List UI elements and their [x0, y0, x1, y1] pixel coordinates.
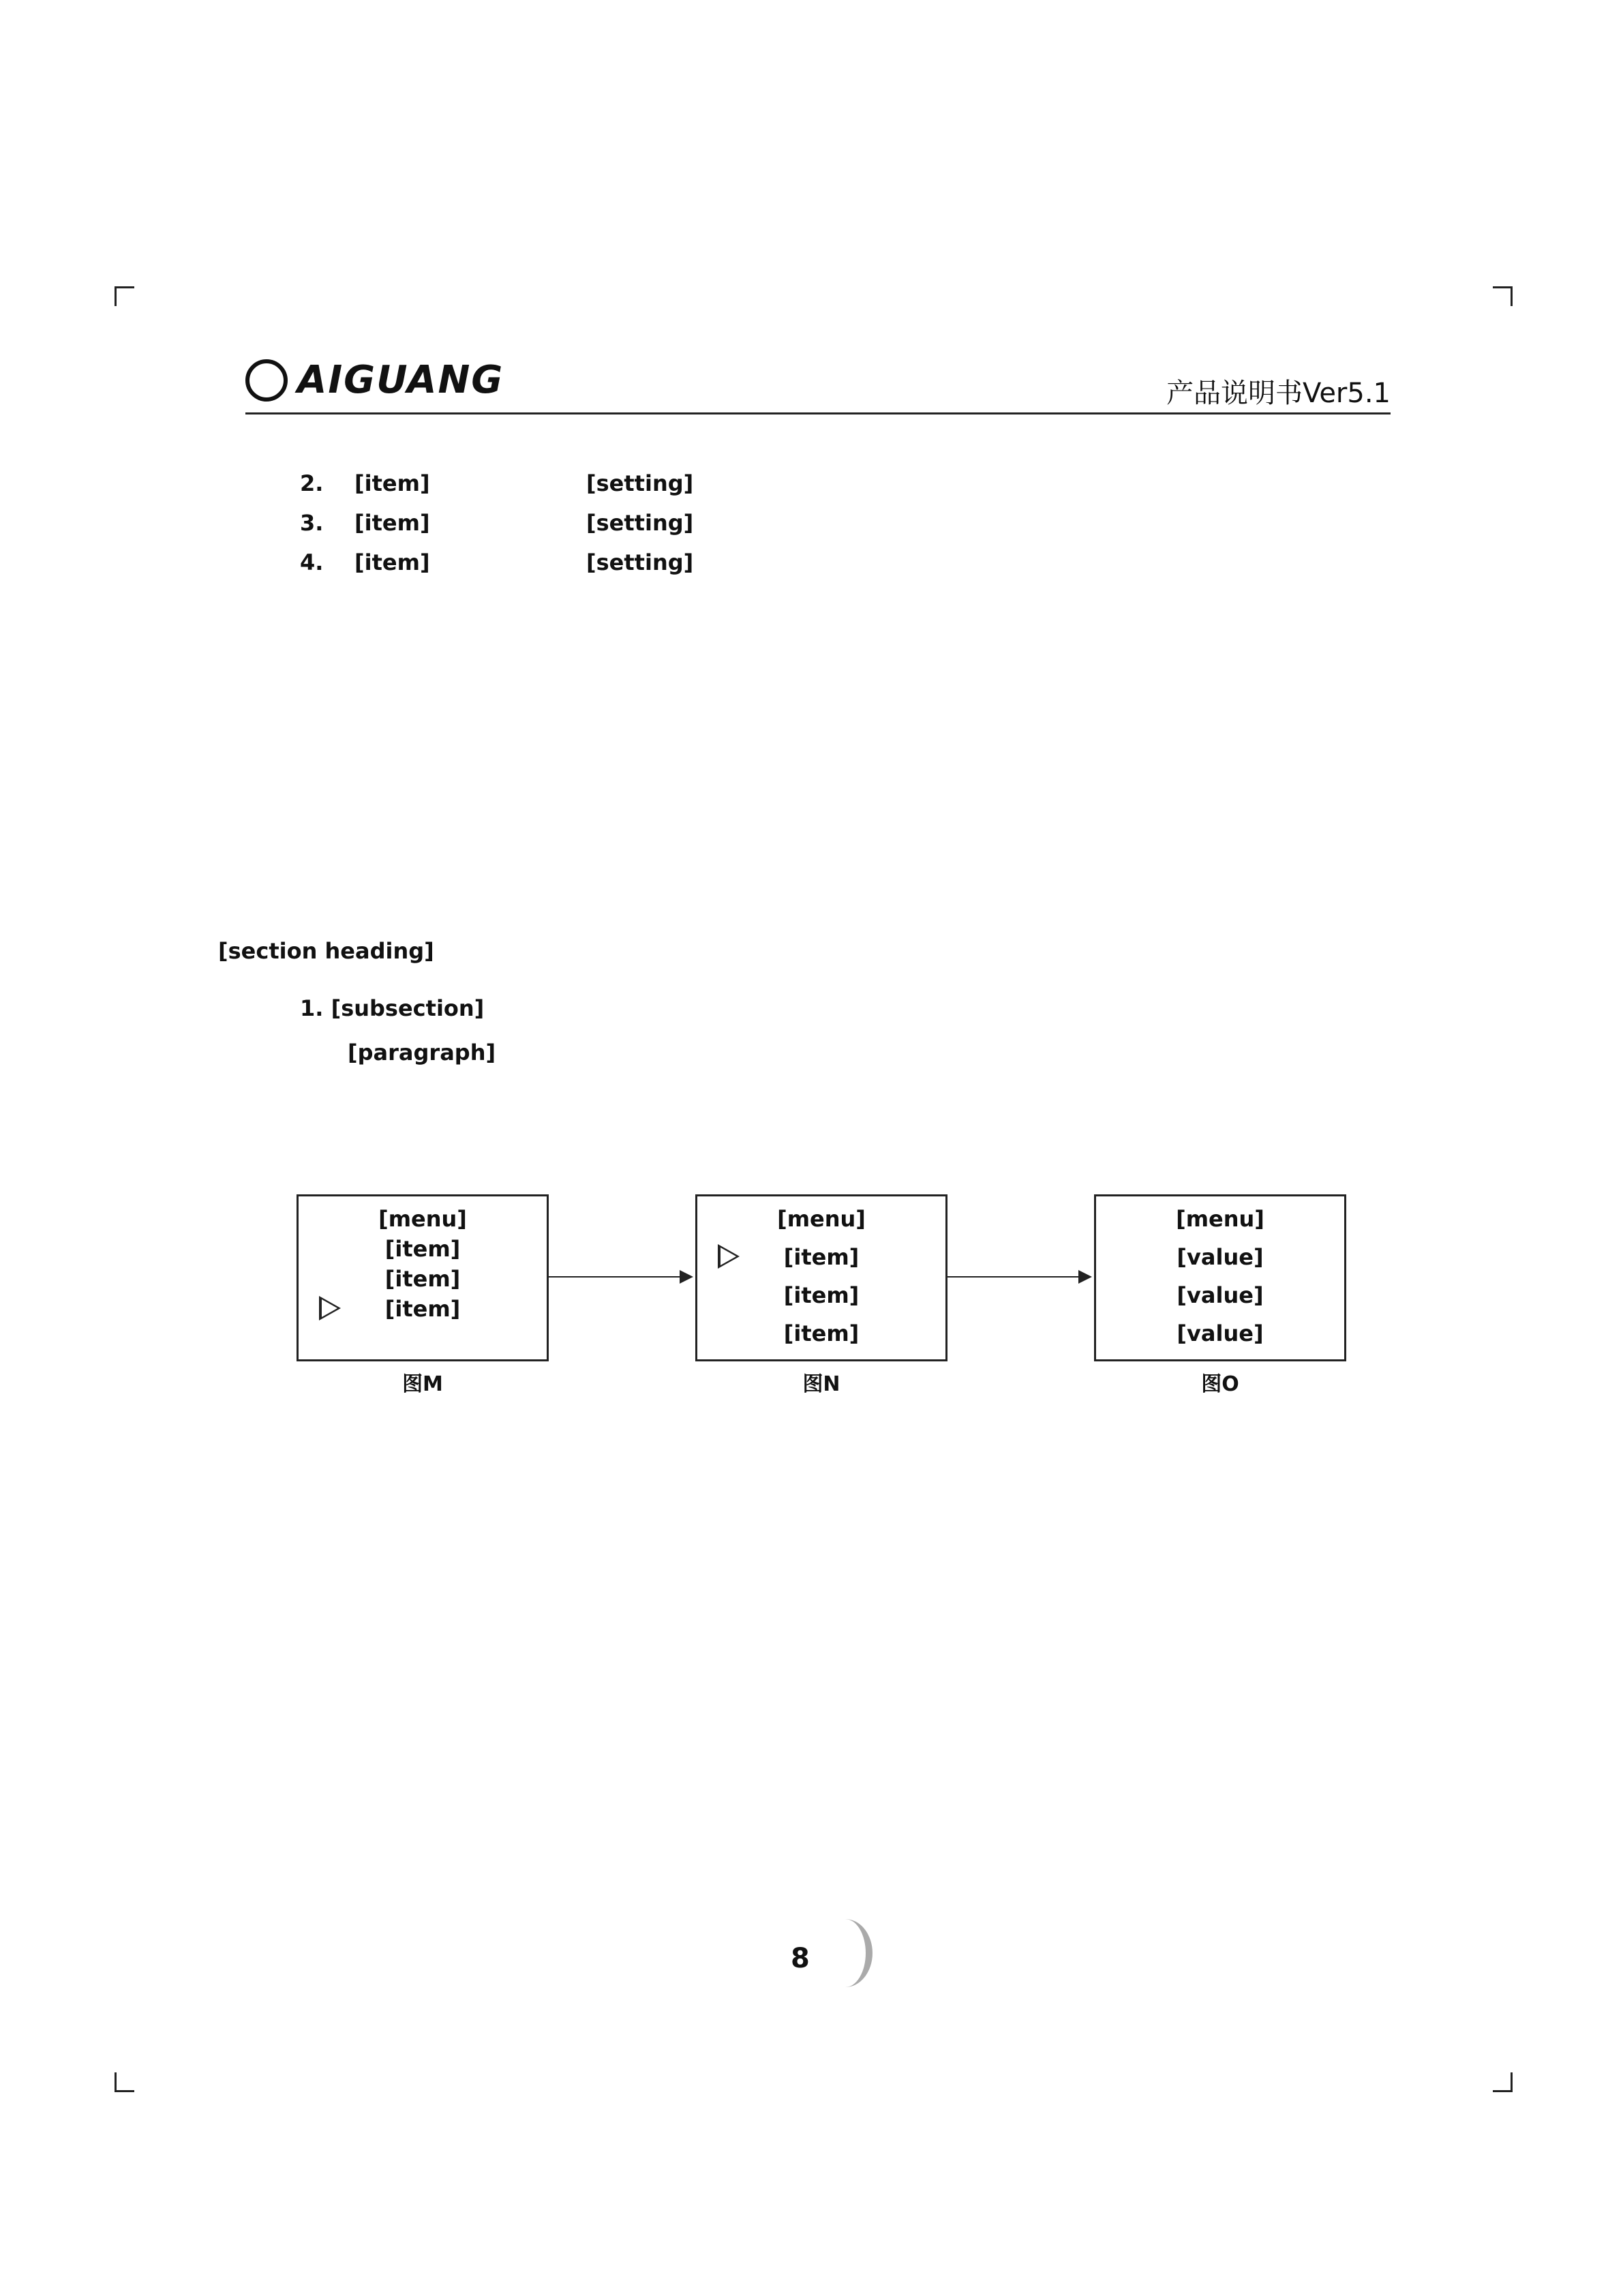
manual-version: 产品说明书Ver5.1 — [1166, 378, 1391, 409]
menu-screen-n: [menu] [item] [item] [item] — [695, 1194, 947, 1361]
page-header — [245, 358, 1391, 414]
logo-mark-icon — [245, 359, 288, 402]
flow-arrow — [549, 1276, 692, 1278]
menu-screen-o: [menu] [value] [value] [value] — [1094, 1194, 1346, 1361]
brand-wordmark: AIGUANG — [297, 358, 504, 402]
crop-mark-bottom-right — [1493, 2072, 1513, 2092]
section-heading: [section heading] — [218, 938, 434, 964]
crop-mark-bottom-left — [115, 2072, 134, 2092]
menu-screen-m: [menu] [item] [item] [item] — [297, 1194, 549, 1361]
cursor-triangle-icon — [319, 1296, 341, 1320]
figure-caption: 图M — [402, 1372, 443, 1396]
cursor-triangle-icon — [718, 1244, 740, 1269]
paragraph: [paragraph] — [348, 1040, 496, 1066]
company-logo — [245, 358, 504, 402]
figure-caption: 图N — [802, 1372, 840, 1396]
page-swoosh-icon — [818, 1919, 873, 1987]
page-number: 8 — [791, 1943, 810, 1974]
crop-mark-top-left — [115, 286, 134, 306]
subsection-heading: 1. [subsection] — [300, 995, 485, 1021]
flow-arrow — [947, 1276, 1091, 1278]
figure-caption: 图O — [1201, 1372, 1239, 1396]
crop-mark-top-right — [1493, 286, 1513, 306]
